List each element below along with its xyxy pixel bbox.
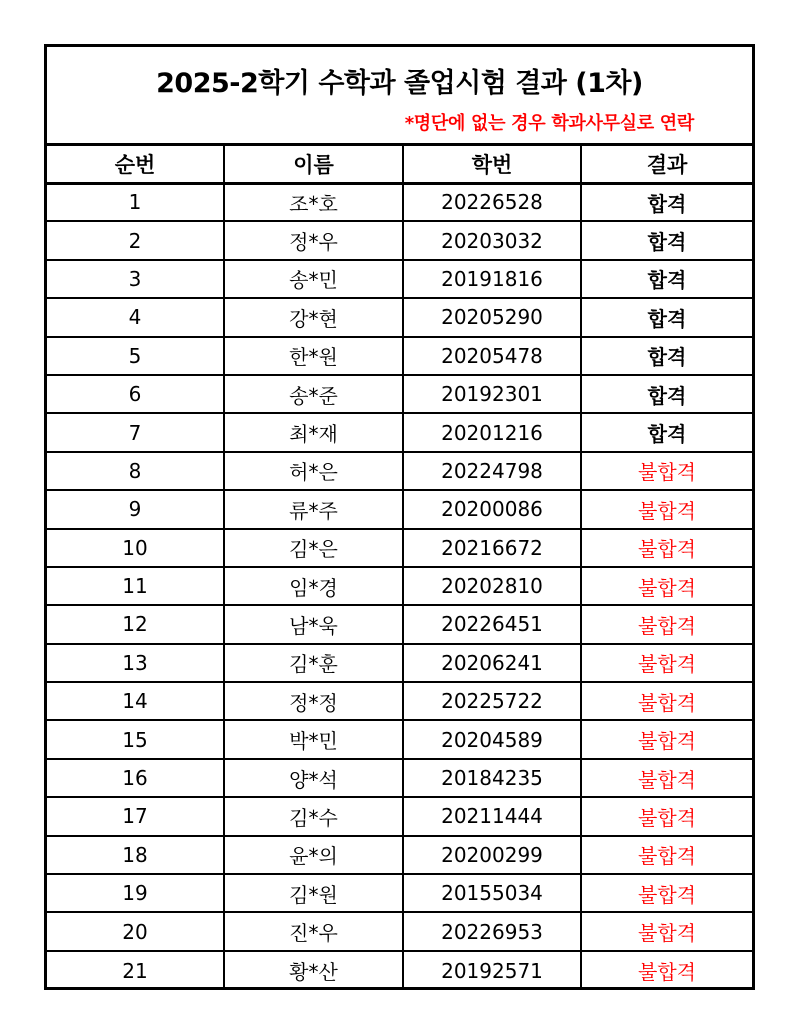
cell-name: 정*우 — [224, 221, 403, 259]
cell-name: 김*수 — [224, 797, 403, 835]
table-row — [47, 452, 752, 490]
cell-student-id: 20206241 — [403, 644, 581, 682]
title-block — [47, 47, 752, 146]
cell-name: 정*정 — [224, 682, 403, 720]
cell-result: 불합격 — [581, 529, 752, 567]
cell-number: 7 — [47, 413, 224, 451]
cell-result: 합격 — [581, 183, 752, 221]
table-row — [47, 797, 752, 835]
cell-result: 합격 — [581, 298, 752, 336]
contact-notice: *명단에 없는 경우 학과사무실로 연락 — [404, 113, 694, 134]
cell-number: 1 — [47, 183, 224, 221]
table-row — [47, 413, 752, 451]
cell-name: 임*경 — [224, 567, 403, 605]
cell-student-id: 20192571 — [403, 951, 581, 989]
table-row — [47, 720, 752, 758]
table-row — [47, 490, 752, 528]
cell-result: 불합격 — [581, 567, 752, 605]
results-sheet — [44, 44, 755, 990]
cell-number: 19 — [47, 874, 224, 912]
cell-result: 불합격 — [581, 836, 752, 874]
cell-number: 9 — [47, 490, 224, 528]
cell-name: 진*우 — [224, 912, 403, 950]
cell-result: 불합격 — [581, 490, 752, 528]
column-header-name: 이름 — [224, 146, 403, 183]
cell-result: 합격 — [581, 375, 752, 413]
table-row — [47, 759, 752, 797]
table-row — [47, 682, 752, 720]
table-row — [47, 644, 752, 682]
table-row — [47, 874, 752, 912]
cell-number: 13 — [47, 644, 224, 682]
cell-number: 18 — [47, 836, 224, 874]
cell-result: 불합격 — [581, 951, 752, 989]
table-row — [47, 836, 752, 874]
cell-student-id: 20226528 — [403, 183, 581, 221]
cell-number: 11 — [47, 567, 224, 605]
cell-student-id: 20216672 — [403, 529, 581, 567]
cell-number: 5 — [47, 337, 224, 375]
cell-name: 강*현 — [224, 298, 403, 336]
cell-result: 합격 — [581, 337, 752, 375]
cell-number: 6 — [47, 375, 224, 413]
cell-number: 8 — [47, 452, 224, 490]
cell-student-id: 20224798 — [403, 452, 581, 490]
cell-name: 윤*의 — [224, 836, 403, 874]
cell-student-id: 20225722 — [403, 682, 581, 720]
column-header-result: 결과 — [581, 146, 752, 183]
cell-result: 합격 — [581, 413, 752, 451]
cell-result: 불합격 — [581, 644, 752, 682]
cell-number: 17 — [47, 797, 224, 835]
cell-student-id: 20184235 — [403, 759, 581, 797]
table-row — [47, 951, 752, 989]
results-table — [47, 146, 752, 989]
cell-name: 최*재 — [224, 413, 403, 451]
cell-number: 21 — [47, 951, 224, 989]
cell-name: 남*욱 — [224, 605, 403, 643]
page-title: 2025-2학기 수학과 졸업시험 결과 (1차) — [156, 68, 643, 99]
cell-name: 류*주 — [224, 490, 403, 528]
cell-student-id: 20201216 — [403, 413, 581, 451]
table-row — [47, 337, 752, 375]
table-row — [47, 912, 752, 950]
table-row — [47, 221, 752, 259]
cell-name: 조*호 — [224, 183, 403, 221]
cell-result: 불합격 — [581, 874, 752, 912]
table-body — [47, 183, 752, 989]
cell-student-id: 20203032 — [403, 221, 581, 259]
cell-name: 허*은 — [224, 452, 403, 490]
cell-result: 불합격 — [581, 682, 752, 720]
cell-student-id: 20200299 — [403, 836, 581, 874]
cell-student-id: 20211444 — [403, 797, 581, 835]
table-row — [47, 375, 752, 413]
cell-name: 김*원 — [224, 874, 403, 912]
cell-student-id: 20155034 — [403, 874, 581, 912]
cell-student-id: 20192301 — [403, 375, 581, 413]
cell-name: 송*준 — [224, 375, 403, 413]
cell-name: 한*원 — [224, 337, 403, 375]
cell-number: 3 — [47, 260, 224, 298]
cell-student-id: 20205290 — [403, 298, 581, 336]
table-row — [47, 298, 752, 336]
cell-result: 불합격 — [581, 605, 752, 643]
cell-student-id: 20200086 — [403, 490, 581, 528]
cell-student-id: 20226451 — [403, 605, 581, 643]
cell-result: 불합격 — [581, 452, 752, 490]
cell-student-id: 20202810 — [403, 567, 581, 605]
cell-student-id: 20205478 — [403, 337, 581, 375]
cell-name: 박*민 — [224, 720, 403, 758]
column-header-number: 순번 — [47, 146, 224, 183]
cell-result: 불합격 — [581, 797, 752, 835]
cell-result: 불합격 — [581, 720, 752, 758]
cell-result: 합격 — [581, 260, 752, 298]
cell-name: 양*석 — [224, 759, 403, 797]
cell-number: 10 — [47, 529, 224, 567]
table-row — [47, 529, 752, 567]
cell-name: 김*훈 — [224, 644, 403, 682]
cell-number: 4 — [47, 298, 224, 336]
table-row — [47, 260, 752, 298]
cell-result: 불합격 — [581, 912, 752, 950]
cell-student-id: 20204589 — [403, 720, 581, 758]
cell-name: 김*은 — [224, 529, 403, 567]
cell-name: 송*민 — [224, 260, 403, 298]
cell-number: 16 — [47, 759, 224, 797]
cell-number: 2 — [47, 221, 224, 259]
cell-number: 12 — [47, 605, 224, 643]
cell-number: 14 — [47, 682, 224, 720]
cell-name: 황*산 — [224, 951, 403, 989]
cell-student-id: 20226953 — [403, 912, 581, 950]
cell-number: 15 — [47, 720, 224, 758]
table-row — [47, 567, 752, 605]
cell-student-id: 20191816 — [403, 260, 581, 298]
cell-result: 불합격 — [581, 759, 752, 797]
cell-number: 20 — [47, 912, 224, 950]
column-header-student-id: 학번 — [403, 146, 581, 183]
table-row — [47, 605, 752, 643]
header-row — [47, 146, 752, 183]
table-row — [47, 183, 752, 221]
cell-result: 합격 — [581, 221, 752, 259]
